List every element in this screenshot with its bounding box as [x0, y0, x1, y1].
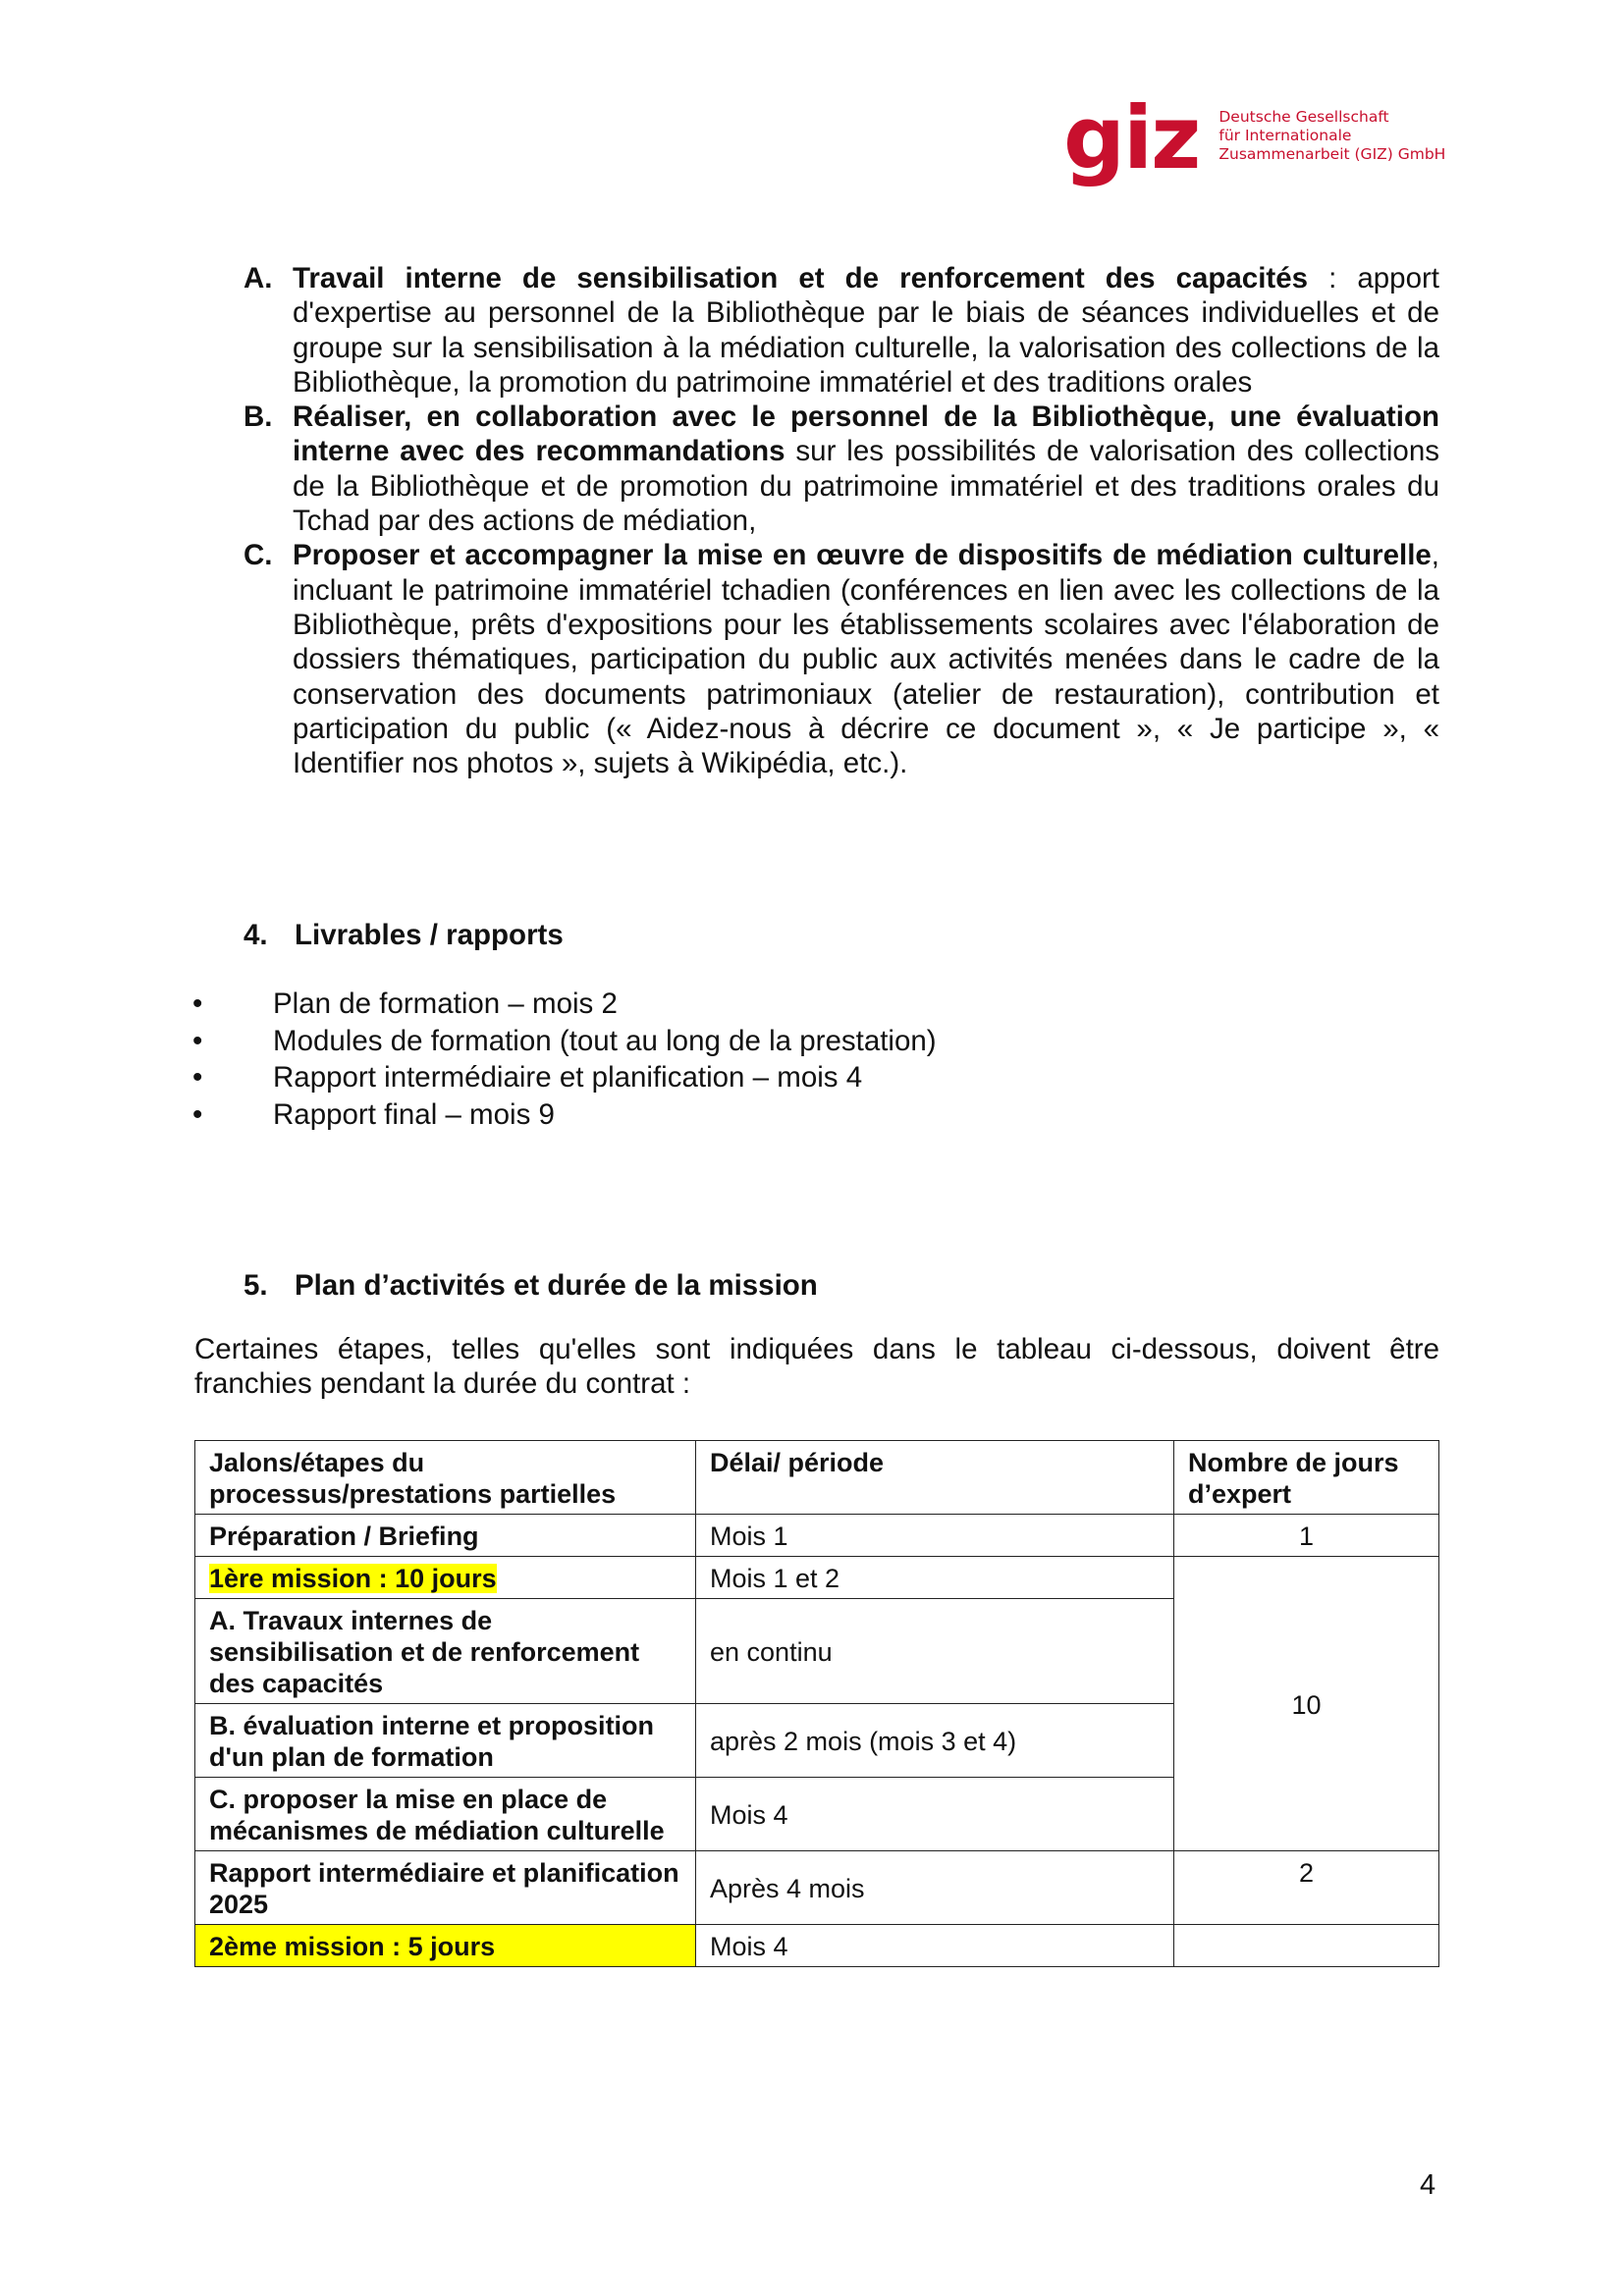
activity-title: Proposer et accompagner la mise en œuvre de dispositifs de médiation culturelle — [293, 539, 1432, 572]
logo-line: für Internationale — [1218, 127, 1352, 144]
table-cell-period: Mois 4 — [696, 1925, 1174, 1967]
table-row — [195, 1515, 1439, 1557]
table-header: Délai/ période — [696, 1441, 1174, 1515]
page-number: 4 — [1420, 2169, 1436, 2201]
section-4-heading — [244, 919, 564, 952]
table-cell-period: Mois 1 — [696, 1515, 1174, 1557]
milestones-table — [194, 1440, 1439, 1967]
giz-logo — [1063, 87, 1446, 188]
section-number: 4. — [244, 919, 268, 951]
table-cell-period: Mois 1 et 2 — [696, 1557, 1174, 1599]
table-cell-milestone: 2ème mission : 5 jours — [195, 1925, 696, 1967]
section-5-intro: Certaines étapes, telles qu'elles sont indiquées dans le tableau ci-dessous, doivent être franchies pendant la durée du contrat : — [194, 1333, 1439, 1400]
logo-line: Deutsche Gesellschaft — [1218, 108, 1389, 126]
giz-logo-mark: giz — [1063, 87, 1200, 188]
section-title: Plan d’activités et durée de la mission — [295, 1269, 818, 1302]
table-cell-days: 10 — [1174, 1557, 1439, 1851]
table-cell-period: après 2 mois (mois 3 et 4) — [696, 1704, 1174, 1778]
section-number: 5. — [244, 1269, 268, 1302]
list-item-text: Rapport intermédiaire et planification – mois 4 — [273, 1061, 863, 1095]
table-row — [195, 1925, 1439, 1967]
section-title: Livrables / rapports — [295, 919, 564, 951]
table-cell-days: 1 — [1174, 1515, 1439, 1557]
table-cell-period: Mois 4 — [696, 1778, 1174, 1851]
table-cell-milestone: B. évaluation interne et proposition d'un plan de formation — [195, 1704, 696, 1778]
table-cell-days — [1174, 1925, 1439, 1967]
activity-description: , incluant le patrimoine immatériel tchadien (conférences en lien avec les collections de la Bibliothèque, prêts d'expositions pour les établissements scolaires avec l'élaboration de dossiers thématiques, participation du public aux activités menées dans le cadre de la conservation des documents patrimoniaux (atelier de restauration), contribution et participation du public (« Aidez-nous à décrire ce document », « Je participe », « Identifier nos photos », sujets à Wikipédia, etc.). — [293, 539, 1439, 780]
list-item-text: Plan de formation – mois 2 — [273, 988, 618, 1020]
bullet-icon: • — [192, 1024, 203, 1057]
table-cell-period: Après 4 mois — [696, 1851, 1174, 1925]
table-row — [195, 1557, 1439, 1599]
table-cell-milestone: Rapport intermédiaire et planification 2025 — [195, 1851, 696, 1925]
activity-list — [244, 261, 1439, 780]
table-header: Jalons/étapes du processus/prestations partielles — [195, 1441, 696, 1515]
section-5-heading — [244, 1269, 818, 1303]
highlighted-text: 1ère mission : 10 jours — [209, 1564, 497, 1593]
table-row — [195, 1851, 1439, 1925]
activity-item-b — [244, 400, 1439, 538]
activity-item-c — [244, 538, 1439, 780]
table-cell-milestone: Préparation / Briefing — [195, 1515, 696, 1557]
activity-letter: B. — [244, 400, 273, 434]
table-cell-days: 2 — [1174, 1851, 1439, 1925]
activity-description: : apport d'expertise au personnel de la Bibliothèque par le biais de séances individuelles et de groupe sur la sensibilisation à la médiation culturelle, la valorisation des collections de la Bibliothèque, la promotion du patrimoine immatériel et des traditions orales — [293, 262, 1439, 399]
activity-item-a — [244, 261, 1439, 400]
bullet-icon: • — [192, 1061, 203, 1095]
table-cell-milestone: A. Travaux internes de sensibilisation et de renforcement des capacités — [195, 1599, 696, 1704]
bullet-icon: • — [192, 1098, 203, 1132]
bullet-icon: • — [192, 988, 203, 1020]
table-cell-milestone — [195, 1557, 696, 1599]
logo-line: Zusammenarbeit (GIZ) GmbH — [1218, 145, 1446, 163]
activity-letter: C. — [244, 539, 273, 572]
activity-title: Travail interne de sensibilisation et de renforcement des capacités — [293, 262, 1309, 294]
activity-title: Réaliser, en collaboration avec le personnel de la Bibliothèque, une évaluation interne avec des recommandations — [293, 400, 1439, 468]
activity-letter: A. — [244, 262, 273, 294]
activity-description: sur les possibilités de valorisation des collections de la Bibliothèque et de promotion du patrimoine immatériel et des traditions orales du Tchad par des actions de médiation, — [293, 435, 1439, 538]
table-cell-milestone: C. proposer la mise en place de mécanismes de médiation culturelle — [195, 1778, 696, 1851]
giz-logo-text — [1218, 108, 1445, 164]
list-item-text: Rapport final – mois 9 — [273, 1098, 555, 1132]
table-cell-period: en continu — [696, 1599, 1174, 1704]
table-header: Nombre de jours d’expert — [1174, 1441, 1439, 1515]
list-item-text: Modules de formation (tout au long de la prestation) — [273, 1024, 937, 1057]
table-header-row — [195, 1441, 1439, 1515]
